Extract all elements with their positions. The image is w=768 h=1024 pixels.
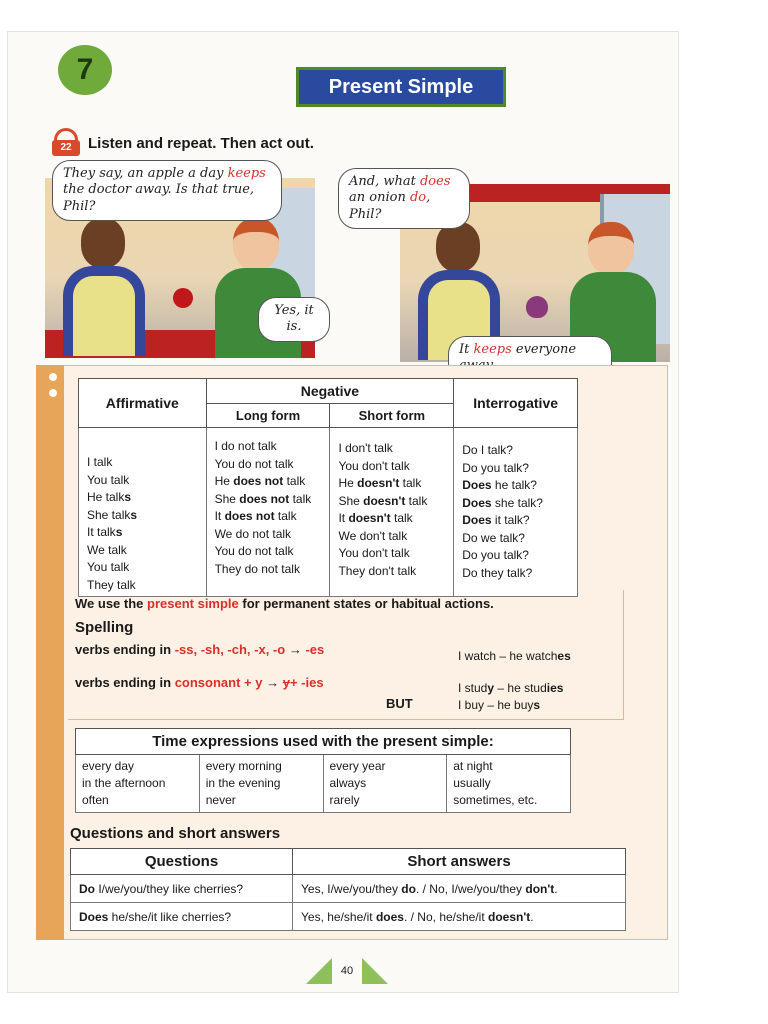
qa-title: Questions and short answers	[70, 825, 281, 842]
strip-dot	[49, 389, 57, 397]
long-form-line: You do not talk	[214, 456, 294, 471]
onion-icon	[526, 296, 548, 318]
arrow-icon: →	[266, 675, 280, 690]
affirmative-line: You talk	[87, 472, 130, 487]
time-expression: in the afternoon	[82, 776, 166, 790]
header-short-form: Short form	[330, 404, 454, 428]
spelling-example-3: I buy – he buys	[458, 698, 541, 712]
long-form-line: You do not talk	[214, 544, 294, 558]
interrogative-line: Does he talk?	[462, 478, 537, 492]
interrogative-column	[454, 428, 578, 597]
short-form-line: They don't talk	[338, 563, 417, 578]
speech-bubble-1: They say, an apple a day keeps the doctor away. Is that true, Phil?	[52, 160, 282, 221]
long-form-line: I do not talk	[214, 439, 277, 453]
but-label: BUT	[386, 696, 413, 711]
short-form-line: You don't talk	[338, 458, 410, 473]
interrogative-line: Do they talk?	[462, 565, 533, 580]
time-expression: at night	[453, 759, 493, 773]
interrogative-line: Do I talk?	[462, 443, 513, 457]
long-form-line: We do not talk	[214, 526, 292, 541]
arrow-icon: →	[288, 642, 302, 657]
headphones-icon[interactable]	[50, 128, 82, 158]
speech-bubble-2: Yes, it is.	[258, 297, 330, 342]
short-form-line: He doesn't talk	[338, 476, 422, 490]
time-expression: often	[82, 793, 109, 807]
affirmative-line: They talk	[87, 577, 136, 592]
header-interrogative: Interrogative	[454, 379, 578, 428]
header-affirmative: Affirmative	[79, 379, 207, 428]
time-expressions-title: Time expressions used with the present simple:	[76, 729, 571, 755]
affirmative-line: I talk	[87, 455, 113, 469]
speech-bubble-4: It keeps everyone	[448, 336, 612, 381]
qa-row	[71, 875, 626, 903]
instruction-text: Listen and repeat. Then act out.	[88, 134, 314, 152]
interrogative-line: Do you talk?	[462, 460, 529, 475]
speech-bubble-3: And, what does an onion do, Phil?	[338, 168, 470, 229]
interrogative-line: Do we talk?	[462, 530, 525, 545]
header-negative: Negative	[206, 379, 454, 404]
apple-icon	[173, 288, 193, 308]
long-form-line: She does not talk	[214, 491, 312, 506]
question-cell: Do I/we/you/they like cherries?	[71, 875, 293, 903]
strip-dot	[49, 373, 57, 381]
time-expression: every day	[82, 759, 135, 773]
usage-note: We use the present simple for permanent states or habitual actions.	[75, 596, 494, 611]
crossed-out-y: y	[282, 675, 290, 690]
short-answer-cell: Yes, he/she/it does. / No, he/she/it doesn't.	[293, 903, 626, 931]
qa-row	[71, 903, 626, 931]
unit-number-badge: 7	[58, 45, 112, 95]
time-expressions-table	[75, 728, 571, 813]
qa-table	[70, 848, 626, 931]
affirmative-line: We talk	[87, 542, 127, 557]
affirmative-column	[79, 428, 207, 597]
time-expression: usually	[453, 776, 491, 790]
affirmative-line: It talks	[87, 525, 123, 539]
track-number: 22	[52, 140, 80, 156]
spelling-rule-1: verbs ending in -ss, -sh, -ch, -x, -o → -es	[75, 642, 325, 657]
affirmative-line: He talks	[87, 490, 132, 504]
affirmative-line: You talk	[87, 560, 130, 574]
time-expressions-column	[447, 755, 571, 813]
short-form-line: She doesn't talk	[338, 493, 428, 508]
short-answer-cell: Yes, I/we/you/they do. / No, I/we/you/they don't.	[293, 875, 626, 903]
time-expression: rarely	[329, 793, 360, 807]
header-questions: Questions	[71, 849, 293, 875]
unit-title: Present Simple	[296, 67, 506, 107]
time-expressions-column	[199, 755, 323, 813]
time-expression: every morning	[205, 759, 282, 773]
time-expressions-column	[323, 755, 447, 813]
header-short-answers: Short answers	[293, 849, 626, 875]
time-expressions-column	[76, 755, 200, 813]
grammar-strip	[36, 365, 64, 940]
time-expression: in the evening	[205, 776, 281, 790]
affirmative-line: She talks	[87, 507, 138, 522]
interrogative-line: Does she talk?	[462, 495, 543, 510]
time-expression: every year	[329, 759, 386, 773]
spelling-rule-2: verbs ending in consonant + y → y+ -ies	[75, 675, 324, 690]
conjugation-table	[78, 378, 578, 597]
interrogative-line: Do you talk?	[462, 548, 529, 562]
long-form-line: It does not talk	[214, 509, 297, 523]
spelling-example-2: I study – he studies	[458, 681, 564, 695]
time-expression: sometimes, etc.	[453, 793, 538, 807]
spelling-title: Spelling	[75, 619, 134, 636]
long-form-line: He does not talk	[214, 474, 306, 488]
question-cell: Does he/she/it like cherries?	[71, 903, 293, 931]
time-expression: always	[329, 776, 367, 790]
short-form-line: You don't talk	[338, 546, 410, 560]
interrogative-line: Does it talk?	[462, 513, 530, 527]
short-form-line: It doesn't talk	[338, 511, 413, 525]
time-expression: never	[205, 793, 236, 807]
header-long-form: Long form	[206, 404, 330, 428]
short-form-line: We don't talk	[338, 528, 408, 543]
long-form-column	[206, 428, 330, 597]
short-form-column	[330, 428, 454, 597]
long-form-line: They do not talk	[214, 561, 300, 576]
exercise-instruction	[50, 128, 314, 158]
spelling-example-1: I watch – he watches	[458, 649, 571, 663]
short-form-line: I don't talk	[338, 441, 393, 455]
page-number: 40	[306, 958, 388, 984]
boy-figure	[63, 218, 153, 358]
